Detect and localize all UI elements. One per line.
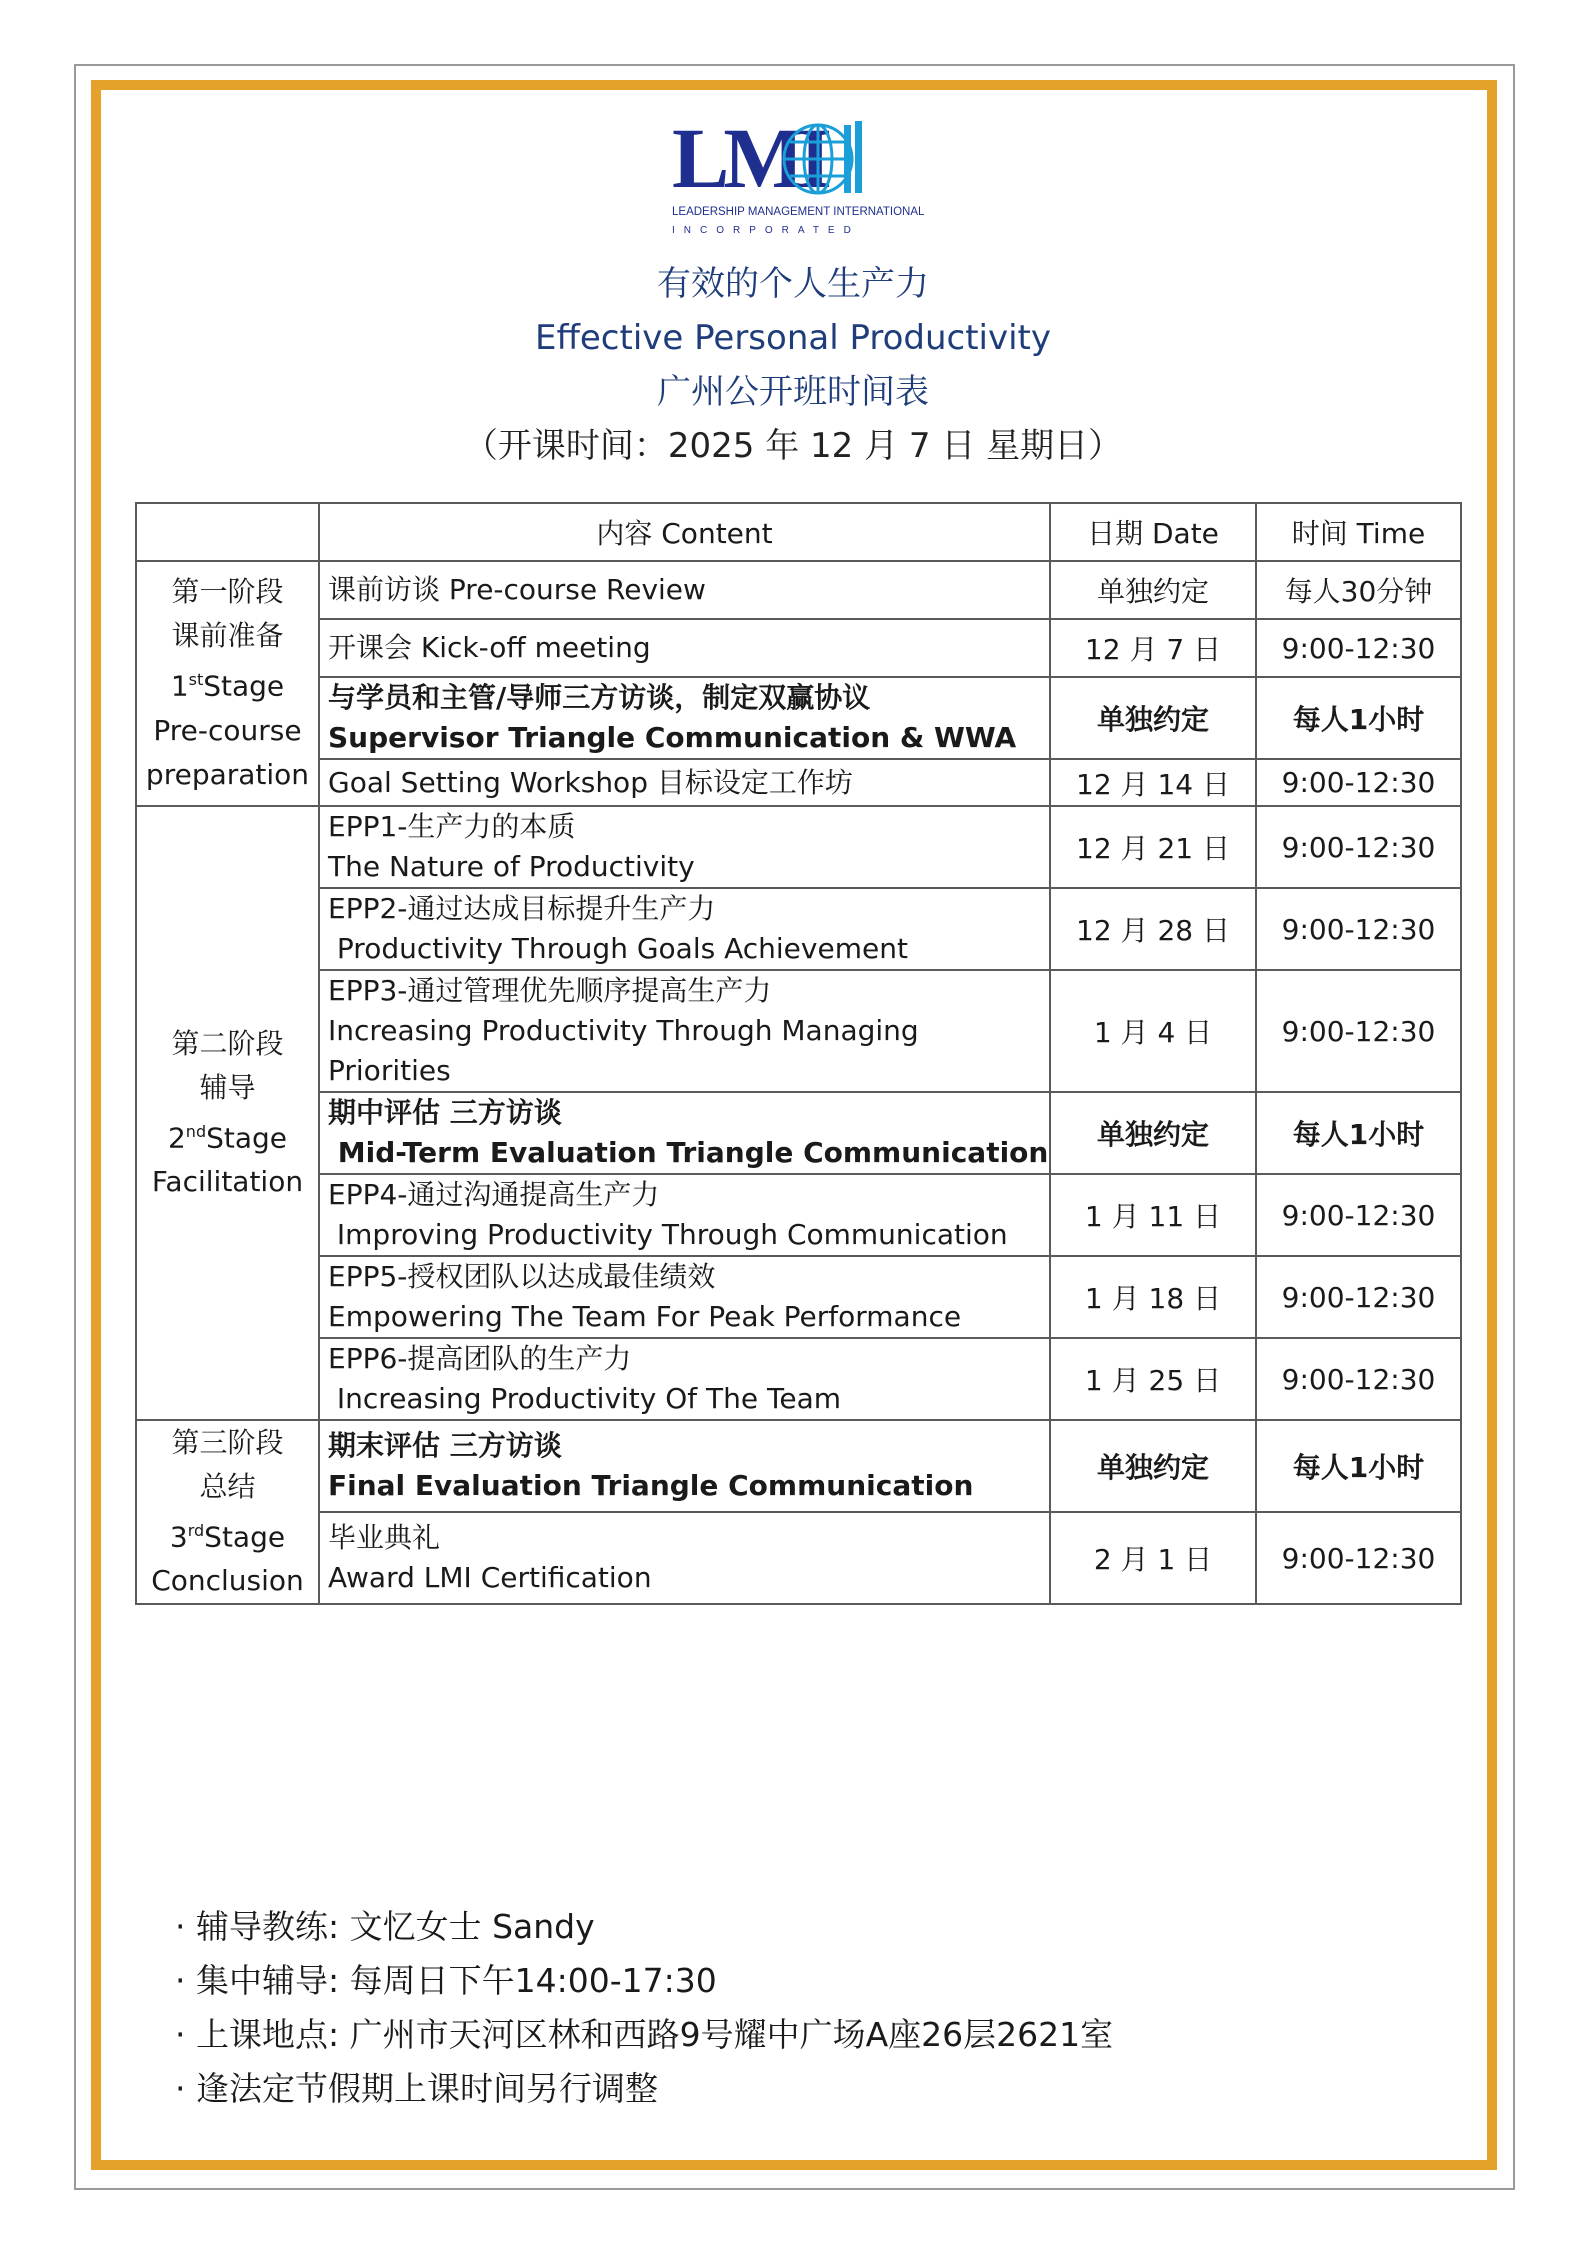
content-line: Award LMI Certification (328, 1561, 652, 1595)
stage-name-en: Facilitation (151, 1165, 304, 1199)
time-cell: 每人1小时 (1256, 1420, 1461, 1512)
time-cell: 9:00-12:30 (1256, 1174, 1461, 1256)
title-chinese: 有效的个人生产力 (657, 264, 929, 304)
content-line: Mid-Term Evaluation Triangle Communication (328, 1136, 1049, 1169)
date-cell: 1 月 25 日 (1050, 1338, 1256, 1420)
table-row (136, 1420, 1461, 1512)
content-cell (319, 1512, 1050, 1604)
content-line: 课前访谈 Pre-course Review (328, 573, 706, 606)
table-row (136, 759, 1461, 806)
table-row (136, 888, 1461, 970)
stage-number (145, 658, 310, 708)
date-cell: 单独约定 (1050, 1092, 1256, 1174)
table-row (136, 677, 1461, 759)
stage-number-suffix: st (188, 670, 204, 690)
stage-number-digit: 2 (167, 1121, 186, 1155)
time-cell: 9:00-12:30 (1256, 1256, 1461, 1338)
date-cell: 12 月 14 日 (1050, 759, 1256, 806)
content-line: 期中评估 三方访谈 (328, 1096, 562, 1129)
time-cell: 9:00-12:30 (1256, 888, 1461, 970)
content-cell (319, 759, 1050, 806)
date-cell: 2 月 1 日 (1050, 1512, 1256, 1604)
date-cell: 单独约定 (1050, 1420, 1256, 1512)
time-cell: 9:00-12:30 (1256, 806, 1461, 888)
logo-sub: INCORPORATED (672, 225, 860, 236)
table-row (136, 970, 1461, 1092)
date-cell: 1 月 18 日 (1050, 1256, 1256, 1338)
content-cell (319, 888, 1050, 970)
lmi-logo (668, 110, 925, 243)
note-coach: · 辅导教练: 文忆女士 Sandy (175, 1907, 595, 1946)
table-header-row (136, 503, 1461, 561)
date-cell: 单独约定 (1050, 561, 1256, 619)
stage-number (145, 1509, 310, 1559)
content-line: Goal Setting Workshop 目标设定工作坊 (328, 765, 853, 799)
content-line: EPP1-生产力的本质 (328, 810, 576, 843)
notes-list (175, 1900, 1113, 2116)
content-line: Productivity Through Goals Achievement (328, 932, 908, 965)
time-cell: 9:00-12:30 (1256, 759, 1461, 806)
content-line: Improving Productivity Through Communication (328, 1218, 1008, 1251)
content-line: Priorities (328, 1054, 451, 1087)
schedule-subtitle: 广州公开班时间表 (657, 372, 929, 412)
table-row (136, 1256, 1461, 1338)
content-cell (319, 1420, 1050, 1512)
date-cell: 12 月 7 日 (1050, 619, 1256, 677)
content-cell (319, 1174, 1050, 1256)
note-sessions: · 集中辅导: 每周日下午14:00-17:30 (175, 1961, 717, 2000)
content-cell (319, 677, 1050, 759)
stage-desc-cn: 总结 (199, 1470, 256, 1503)
title-english: Effective Personal Productivity (534, 318, 1052, 358)
date-cell: 1 月 4 日 (1050, 970, 1256, 1092)
table-row (136, 1512, 1461, 1604)
stage-name-cn: 第三阶段 (171, 1426, 284, 1459)
content-line: Supervisor Triangle Communication & WWA (328, 721, 1017, 754)
stage-word: Stage (204, 1520, 286, 1554)
header-time: 时间 Time (1256, 503, 1461, 561)
stage-number-digit: 1 (170, 669, 189, 703)
content-line: EPP5-授权团队以达成最佳绩效 (328, 1260, 716, 1293)
header-content: 内容 Content (319, 503, 1050, 561)
time-cell: 每人1小时 (1256, 1092, 1461, 1174)
content-line: 毕业典礼 (328, 1521, 441, 1555)
time-cell: 9:00-12:30 (1256, 970, 1461, 1092)
stage-name-cn: 第二阶段 (171, 1026, 284, 1060)
content-cell (319, 970, 1050, 1092)
stage-cell (136, 806, 319, 1420)
header-stage (136, 503, 319, 561)
stage-number-suffix: rd (187, 1521, 205, 1540)
table-row (136, 1338, 1461, 1420)
stage-desc-cn: 辅导 (199, 1070, 256, 1104)
content-line: EPP4-通过沟通提高生产力 (328, 1178, 660, 1211)
date-cell: 12 月 21 日 (1050, 806, 1256, 888)
stage-number-digit: 3 (169, 1520, 188, 1554)
content-line: EPP6-提高团队的生产力 (328, 1342, 632, 1375)
table-row (136, 1092, 1461, 1174)
stage-number-suffix: nd (185, 1121, 207, 1141)
content-line: Empowering The Team For Peak Performance (328, 1300, 962, 1333)
table-row (136, 561, 1461, 619)
stage-number (145, 1110, 310, 1160)
logo-tagline: LEADERSHIP MANAGEMENT INTERNATIONAL (672, 206, 925, 218)
stage-name-en: Pre-course (153, 713, 302, 747)
date-cell: 单独约定 (1050, 677, 1256, 759)
stage-cell (136, 1420, 319, 1604)
note-location: · 上课地点: 广州市天河区林和西路9号耀中广场A座26层2621室 (175, 2015, 1114, 2054)
schedule-table (135, 502, 1462, 1605)
time-cell: 9:00-12:30 (1256, 1338, 1461, 1420)
content-cell (319, 561, 1050, 619)
note-holidays: · 逢法定节假期上课时间另行调整 (175, 2069, 658, 2108)
stage-word: Stage (206, 1121, 288, 1155)
time-cell: 9:00-12:30 (1256, 1512, 1461, 1604)
table-row (136, 806, 1461, 888)
content-line: The Nature of Productivity (328, 850, 695, 883)
start-date: （开课时间：2025 年 12 月 7 日 星期日） (463, 426, 1123, 466)
stage-name-en-2: preparation (145, 757, 310, 791)
content-cell (319, 619, 1050, 677)
date-cell: 1 月 11 日 (1050, 1174, 1256, 1256)
logo-letters: LMI (672, 110, 826, 206)
time-cell: 9:00-12:30 (1256, 619, 1461, 677)
content-line: EPP2-通过达成目标提升生产力 (328, 892, 716, 925)
content-line: Increasing Productivity Of The Team (328, 1382, 842, 1415)
content-cell (319, 1256, 1050, 1338)
date-cell: 12 月 28 日 (1050, 888, 1256, 970)
content-line: 与学员和主管/导师三方访谈，制定双赢协议 (328, 681, 871, 714)
content-line: 期末评估 三方访谈 (328, 1429, 562, 1463)
content-line: EPP3-通过管理优先顺序提高生产力 (328, 974, 772, 1007)
header-date: 日期 Date (1050, 503, 1256, 561)
content-cell (319, 1338, 1050, 1420)
stage-cell (136, 561, 319, 806)
time-cell: 每人1小时 (1256, 677, 1461, 759)
content-cell (319, 1092, 1050, 1174)
content-line: 开课会 Kick-off meeting (328, 631, 651, 664)
table-row (136, 1174, 1461, 1256)
content-line: Final Evaluation Triangle Communication (328, 1469, 974, 1503)
stage-name-cn: 第一阶段 (171, 575, 284, 609)
time-cell: 每人30分钟 (1256, 561, 1461, 619)
stage-word: Stage (203, 669, 285, 703)
content-line: Increasing Productivity Through Managing (328, 1014, 919, 1047)
stage-name-en: Conclusion (151, 1564, 304, 1598)
content-cell (319, 806, 1050, 888)
table-row (136, 619, 1461, 677)
stage-desc-cn: 课前准备 (171, 619, 284, 653)
